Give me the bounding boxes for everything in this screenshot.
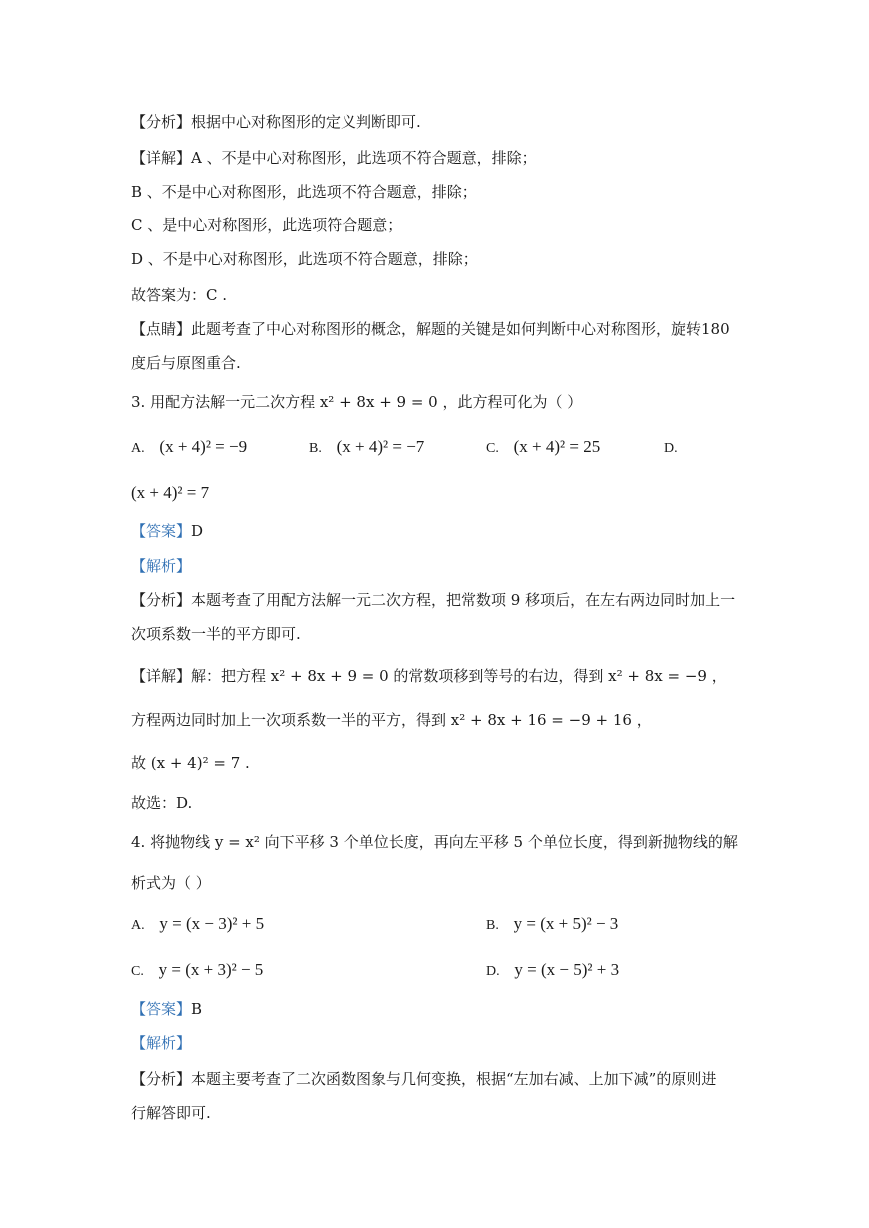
q3-jiexi-tag: 【解析】 (131, 557, 192, 575)
q4-option-c (131, 959, 263, 983)
question-3-stem: 3. 用配方法解一元二次方程 x² + 8x + 9 = 0 ，此方程可化为（ ） (131, 393, 583, 411)
comment-line-2: 度后与原图重合. (131, 354, 241, 372)
q3-choose: 故选：D. (131, 794, 193, 812)
comment-line-1: 【点睛】此题考查了中心对称图形的概念，解题的关键是如何判断中心对称图形，旋转180 (131, 320, 730, 338)
option-expression: y = (x − 5)² + 3 (514, 960, 620, 979)
detail-line-a: 【详解】A 、不是中心对称图形，此选项不符合题意，排除； (131, 149, 537, 167)
option-expression: (x + 4)² = 25 (513, 437, 601, 456)
q4-option-d (486, 959, 619, 983)
q4-analysis-2: 行解答即可. (131, 1104, 211, 1122)
q3-answer (131, 520, 203, 542)
q4-jiexi-tag: 【解析】 (131, 1034, 192, 1052)
q3-option-b (309, 436, 424, 460)
option-expression: (x + 4)² = −9 (159, 437, 248, 456)
q4-answer (131, 998, 202, 1020)
option-expression: y = (x + 5)² − 3 (513, 914, 619, 933)
question-4-stem-2: 析式为（ ） (131, 874, 211, 892)
answer-line: 故答案为：C . (131, 286, 228, 304)
analysis-line: 【分析】根据中心对称图形的定义判断即可. (131, 113, 421, 131)
q4-analysis-1: 【分析】本题主要考查了二次函数图象与几何变换，根据“左加右减、上加下减”的原则进 (131, 1070, 717, 1088)
answer-value: B (191, 1000, 203, 1018)
detail-line-d: D 、不是中心对称图形，此选项不符合题意，排除； (131, 250, 478, 268)
option-expression: y = (x + 3)² − 5 (158, 960, 264, 979)
option-label: D. (486, 964, 500, 979)
q3-option-d-expression (131, 482, 209, 504)
answer-tag: 【答案】 (131, 1000, 192, 1018)
q3-analysis-2: 次项系数一半的平方即可. (131, 625, 301, 643)
q3-option-c (486, 436, 600, 460)
q3-analysis-1: 【分析】本题考查了用配方法解一元二次方程，把常数项 9 移项后，在左右两边同时加上一 (131, 591, 736, 609)
q3-option-d-label (664, 436, 688, 460)
q3-detail-3: 故 (x + 4)² = 7 . (131, 754, 250, 772)
q3-detail-2: 方程两边同时加上一次项系数一半的平方，得到 x² + 8x + 16 = −9 + 16 ， (131, 711, 652, 729)
detail-line-b: B 、不是中心对称图形，此选项不符合题意，排除； (131, 183, 477, 201)
q4-option-b (486, 913, 618, 937)
option-label: D. (664, 441, 678, 456)
option-expression: y = (x − 3)² + 5 (159, 914, 265, 933)
question-4-stem-1: 4. 将抛物线 y = x² 向下平移 3 个单位长度，再向左平移 5 个单位长度，得到新抛物线的解 (131, 833, 738, 851)
option-expression: (x + 4)² = 7 (131, 483, 210, 502)
answer-tag: 【答案】 (131, 522, 192, 540)
option-label: A. (131, 918, 145, 933)
option-label: B. (309, 441, 322, 456)
option-label: C. (131, 964, 144, 979)
option-expression: (x + 4)² = −7 (336, 437, 425, 456)
q3-option-a (131, 436, 247, 460)
detail-line-c: C 、是中心对称图形，此选项符合题意； (131, 216, 403, 234)
q4-option-a (131, 913, 264, 937)
q3-detail-1: 【详解】解：把方程 x² + 8x + 9 = 0 的常数项移到等号的右边，得到 x² + 8x = −9 ， (131, 667, 727, 685)
option-label: B. (486, 918, 499, 933)
answer-value: D (191, 522, 204, 540)
option-label: A. (131, 441, 145, 456)
option-label: C. (486, 441, 499, 456)
